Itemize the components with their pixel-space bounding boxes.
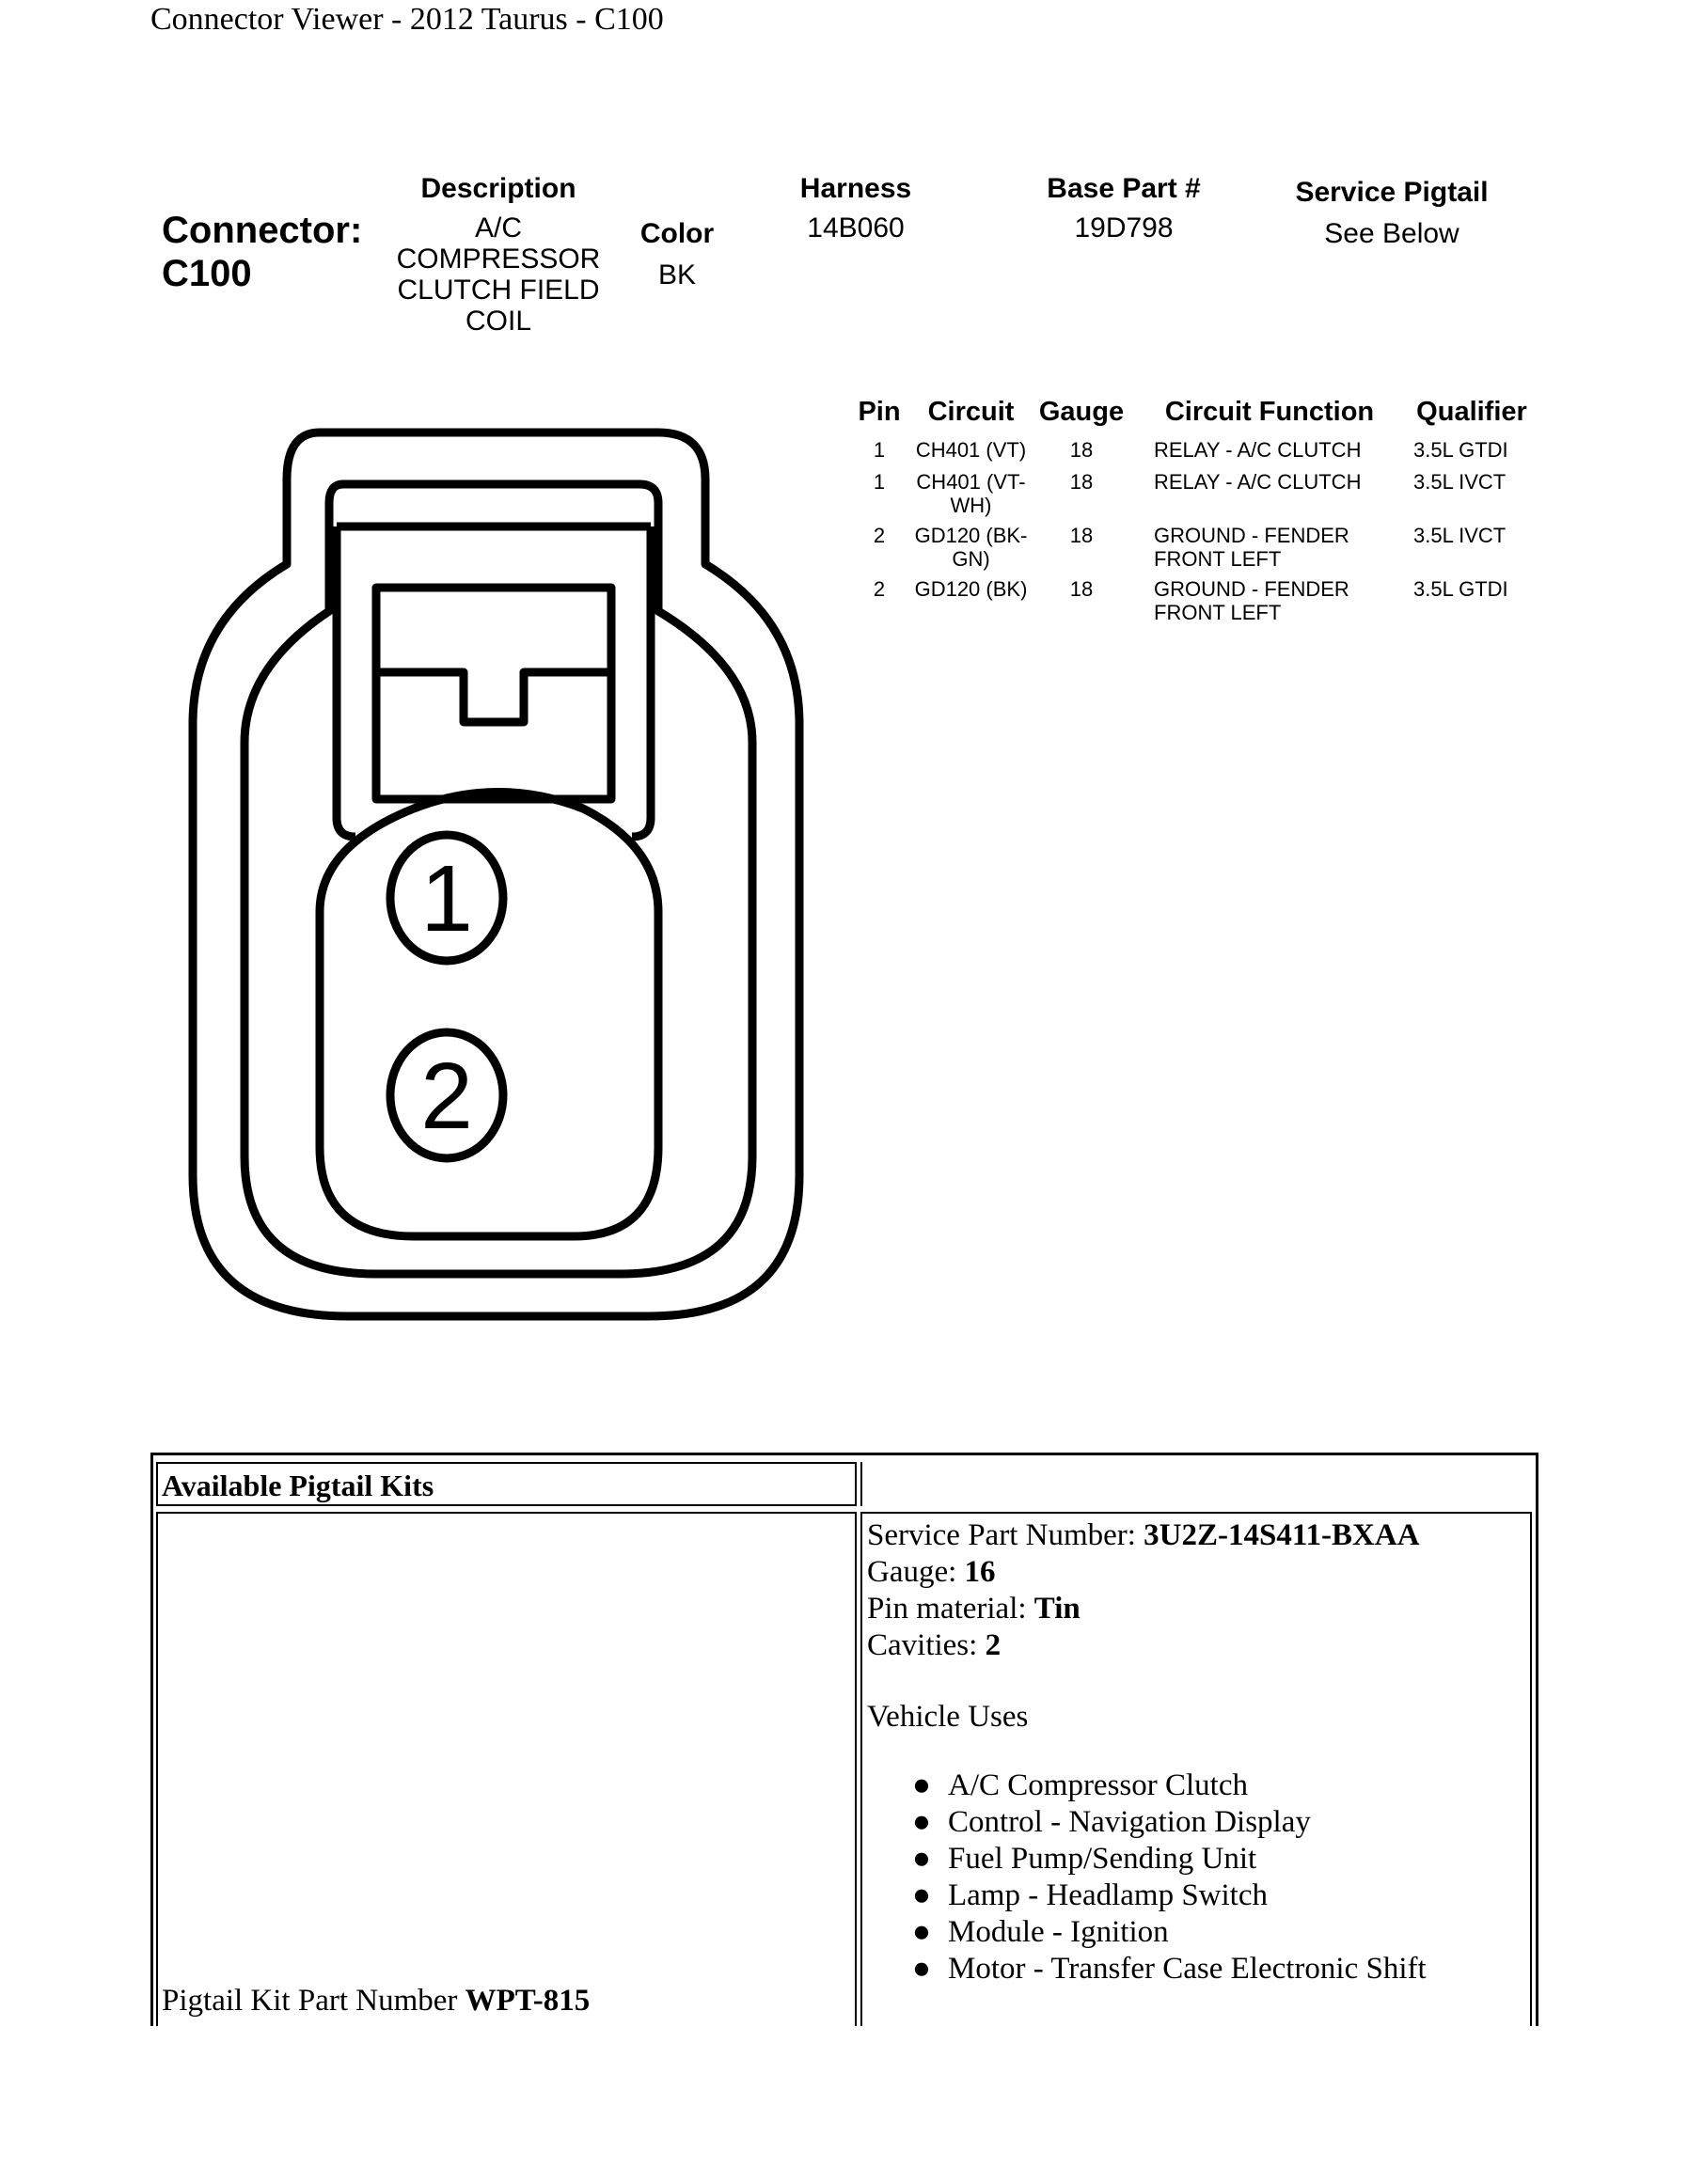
pigtail-kits-header-right-cell [860, 1462, 1532, 1506]
qualifier-cell: 3.5L IVCT [1413, 524, 1507, 547]
description-header: Description [420, 173, 576, 204]
circuit-column-header: Circuit [927, 397, 1015, 427]
qualifier-cell: 3.5L GTDI [1413, 438, 1508, 462]
vehicle-use-text: Control - Navigation Display [948, 1805, 1311, 1839]
connector-label-line1: Connector: [162, 210, 363, 251]
gauge-cell: 18 [1069, 470, 1094, 494]
cavities-spec [867, 1627, 1420, 1664]
base-part-value: 19D798 [1074, 212, 1174, 244]
bullet-icon: ● [912, 1842, 931, 1876]
function-cell [1133, 524, 1406, 577]
pin-cell: 2 [873, 524, 886, 547]
circuit-text: CH401 (VT) [915, 438, 1027, 462]
table-row [846, 524, 1538, 577]
vehicle-use-text: A/C Compressor Clutch [948, 1768, 1248, 1802]
function-text: RELAY - A/C CLUTCH [1154, 438, 1362, 462]
circuit-text: GN) [952, 547, 990, 571]
qualifier-cell: 3.5L IVCT [1413, 470, 1507, 494]
circuit-text: GD120 (BK- [914, 524, 1028, 547]
bullet-icon: ● [912, 1878, 931, 1912]
pin-cell: 1 [873, 470, 886, 494]
pigtail-kit-image-cell [156, 1512, 857, 2026]
function-cell [1133, 438, 1406, 470]
gauge-cell: 18 [1069, 438, 1094, 462]
harness-header: Harness [799, 173, 912, 204]
vehicle-use-text: Fuel Pump/Sending Unit [948, 1842, 1257, 1876]
table-row [846, 577, 1538, 631]
pin-1-label: 1 [420, 846, 473, 951]
circuit-cell [912, 524, 1030, 577]
table-row [846, 438, 1538, 470]
bullet-icon: ● [912, 1805, 931, 1839]
circuit-text: CH401 (VT- [916, 470, 1026, 494]
gauge-cell: 18 [1069, 524, 1094, 547]
description-line: CLUTCH FIELD [397, 275, 600, 306]
service-part-number [867, 1517, 1420, 1554]
service-part-value: 3U2Z-14S411-BXAA [1144, 1518, 1420, 1552]
connector-id: C100 [162, 253, 252, 294]
list-item [912, 1804, 1427, 1841]
bullet-icon: ● [912, 1915, 931, 1949]
gauge-spec [867, 1554, 1420, 1591]
kit-part-label: Pigtail Kit Part Number [162, 1984, 465, 2018]
description-line: A/C [474, 212, 522, 244]
connector-face-diagram [179, 423, 818, 1344]
pin-table [846, 397, 1538, 631]
circuit-cell [912, 438, 1030, 470]
gauge-value: 16 [964, 1555, 996, 1589]
vehicle-use-text: Lamp - Headlamp Switch [948, 1878, 1268, 1912]
list-item [912, 1914, 1427, 1951]
description-line: COMPRESSOR [396, 244, 601, 275]
qualifier-column-header: Qualifier [1416, 397, 1527, 427]
service-pigtail-header: Service Pigtail [1295, 177, 1489, 208]
cavities-label: Cavities: [867, 1628, 986, 1662]
function-cell [1133, 577, 1406, 631]
harness-value: 14B060 [807, 212, 905, 244]
circuit-text: WH) [950, 494, 992, 517]
circuit-text: GD120 (BK) [914, 577, 1028, 601]
function-text: FRONT LEFT [1154, 547, 1282, 571]
description-value [376, 212, 621, 337]
list-item [912, 1841, 1427, 1878]
service-part-label: Service Part Number: [867, 1518, 1144, 1552]
page-title: Connector Viewer - 2012 Taurus - C100 [150, 2, 664, 37]
qualifier-cell: 3.5L GTDI [1413, 577, 1508, 601]
pigtail-specs [867, 1517, 1420, 1664]
circuit-cell [912, 470, 1030, 524]
cavities-value: 2 [985, 1628, 1002, 1662]
latch-window [376, 588, 611, 799]
color-value: BK [657, 259, 697, 291]
pin-material-value: Tin [1033, 1592, 1081, 1626]
pigtail-kit-part-number [162, 1984, 590, 2019]
gauge-column-header: Gauge [1038, 397, 1125, 427]
kit-part-value: WPT-815 [465, 1984, 591, 2018]
bullet-icon: ● [912, 1768, 931, 1802]
pin-cell: 2 [873, 577, 886, 601]
list-item [912, 1768, 1427, 1804]
service-pigtail-value: See Below [1324, 218, 1459, 249]
list-item [912, 1878, 1427, 1914]
vehicle-use-text: Motor - Transfer Case Electronic Shift [948, 1952, 1427, 1986]
description-line: COIL [465, 306, 532, 337]
vehicle-use-text: Module - Ignition [948, 1915, 1169, 1949]
vehicle-uses-title: Vehicle Uses [867, 1700, 1029, 1734]
latch-notch [376, 672, 611, 722]
pin-table-header-row [846, 397, 1538, 438]
gauge-label: Gauge: [867, 1555, 965, 1589]
pin-material-spec [867, 1591, 1420, 1627]
circuit-function-column-header: Circuit Function [1164, 397, 1375, 427]
function-text: RELAY - A/C CLUTCH [1154, 470, 1362, 494]
connector-label [162, 209, 362, 295]
base-part-header: Base Part # [1047, 173, 1201, 204]
pin-material-label: Pin material: [867, 1592, 1034, 1626]
color-header: Color [639, 218, 715, 249]
function-text: GROUND - FENDER [1154, 577, 1349, 601]
pin-cell: 1 [873, 438, 886, 462]
gauge-cell: 18 [1069, 577, 1094, 601]
pin-column-header: Pin [858, 397, 901, 427]
function-cell [1133, 470, 1406, 524]
bullet-icon: ● [912, 1952, 931, 1986]
vehicle-uses-list [903, 1768, 1427, 1988]
function-text: FRONT LEFT [1154, 601, 1282, 624]
pin-2-label: 2 [420, 1044, 473, 1149]
list-item [912, 1951, 1427, 1988]
table-row [846, 470, 1538, 524]
circuit-cell [912, 577, 1030, 631]
function-text: GROUND - FENDER [1154, 524, 1349, 547]
pigtail-kits-header: Available Pigtail Kits [162, 1469, 434, 1502]
